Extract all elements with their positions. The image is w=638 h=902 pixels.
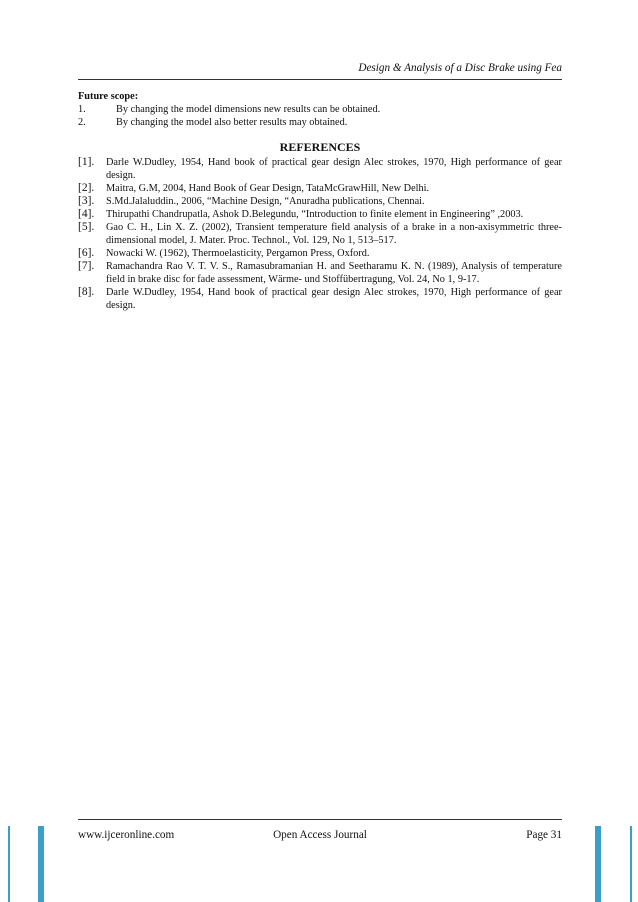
running-header: Design & Analysis of a Disc Brake using Fea xyxy=(358,62,562,74)
reference-number: [2]. xyxy=(78,182,95,194)
future-scope-number: 1. xyxy=(78,104,86,115)
reference-item xyxy=(78,286,562,312)
reference-item xyxy=(78,221,562,247)
reference-item xyxy=(78,182,562,195)
reference-text: Maitra, G.M, 2004, Hand Book of Gear Design, TataMcGrawHill, New Delhi. xyxy=(106,183,430,194)
reference-text: Ramachandra Rao V. T. V. S., Ramasubramanian H. and Seetharamu K. N. (1989), Analysis of temperature field in brake disc for fade assessment, Wärme- und Stoffübertragung, Vol. 24, No 1, 9-17. xyxy=(106,261,562,285)
future-scope-title: Future scope: xyxy=(78,91,139,102)
future-scope-number: 2. xyxy=(78,117,86,128)
header-rule xyxy=(78,79,562,80)
reference-number: [1]. xyxy=(78,156,95,168)
reference-text: Darle W.Dudley, 1954, Hand book of practical gear design Alec strokes, 1970, High performance of gear design. xyxy=(106,287,562,311)
footer-page-number: Page 31 xyxy=(526,829,562,841)
future-scope-text: By changing the model also better results may obtained. xyxy=(116,117,348,128)
reference-item xyxy=(78,156,562,182)
decorative-bar xyxy=(38,826,44,902)
reference-number: [7]. xyxy=(78,260,95,272)
reference-number: [4]. xyxy=(78,208,95,220)
reference-item xyxy=(78,195,562,208)
future-scope-item xyxy=(78,103,562,116)
reference-text: Thirupathi Chandrupatla, Ashok D.Belegundu, “Introduction to finite element in Engineering” ,2003. xyxy=(106,209,524,220)
future-scope-item xyxy=(78,116,562,129)
decorative-bar xyxy=(595,826,601,902)
footer-website: www.ijceronline.com xyxy=(78,829,175,841)
reference-text: Gao C. H., Lin X. Z. (2002), Transient temperature field analysis of a brake in a non-axisymmetric three-dimensional model, J. Mater. Proc. Technol., Vol. 129, No 1, 513–517. xyxy=(106,222,562,246)
reference-item xyxy=(78,260,562,286)
page-content xyxy=(78,90,562,312)
future-scope-text: By changing the model dimensions new results can be obtained. xyxy=(116,104,381,115)
reference-item xyxy=(78,247,562,260)
footer-rule xyxy=(78,819,562,820)
reference-item xyxy=(78,208,562,221)
decorative-bar xyxy=(8,826,10,902)
reference-text: S.Md.Jalaluddin., 2006, “Machine Design, “Anuradha publications, Chennai. xyxy=(106,196,425,207)
reference-number: [3]. xyxy=(78,195,95,207)
reference-text: Darle W.Dudley, 1954, Hand book of practical gear design Alec strokes, 1970, High performance of gear design. xyxy=(106,157,562,181)
references-heading: REFERENCES xyxy=(279,140,361,154)
footer-journal: Open Access Journal xyxy=(273,829,367,841)
decorative-bar xyxy=(630,826,632,902)
reference-number: [5]. xyxy=(78,221,95,233)
reference-number: [6]. xyxy=(78,247,95,259)
reference-number: [8]. xyxy=(78,286,95,298)
reference-text: Nowacki W. (1962), Thermoelasticity, Pergamon Press, Oxford. xyxy=(106,248,370,259)
